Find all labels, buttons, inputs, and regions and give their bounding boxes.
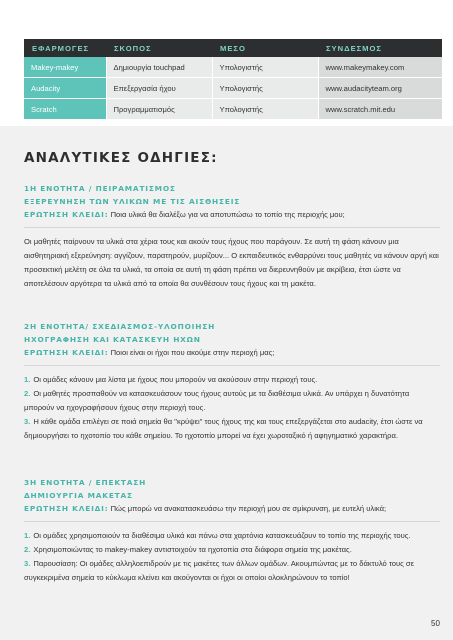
app-name: Scratch xyxy=(24,99,106,120)
key-question-text: Πώς μπορώ να ανακατασκευάσω την περιοχή μου σε σμίκρυνση, με ευτελή υλικά; xyxy=(110,504,387,513)
key-question xyxy=(24,208,440,221)
item-text: Χρησιμοποιώντας το makey-makey αντιστοιχούν τα ηχοτοπία στα διάφορα σημεία της μακέτας. xyxy=(33,545,352,554)
list-item xyxy=(24,543,440,557)
section-subheading: ΔΗΜΙΟΥΡΓΙΑ ΜΑΚΕΤΑΣ xyxy=(24,491,133,500)
table-row xyxy=(24,57,442,78)
item-number: 3. xyxy=(24,417,31,426)
list-item xyxy=(24,387,440,415)
key-question xyxy=(24,502,440,515)
key-question-label: ΕΡΩΤΗΣΗ ΚΛΕΙΔΙ: xyxy=(24,210,109,219)
list-item xyxy=(24,415,440,443)
key-question-label: ΕΡΩΤΗΣΗ ΚΛΕΙΔΙ: xyxy=(24,504,109,513)
column-header-link: ΣΥΝΔΕΣΜΟΣ xyxy=(318,39,442,57)
divider xyxy=(24,521,440,522)
app-link[interactable]: www.scratch.mit.edu xyxy=(318,99,442,120)
app-name: Audacity xyxy=(24,78,106,99)
table-row xyxy=(24,78,442,99)
list-item xyxy=(24,529,440,543)
list-item xyxy=(24,557,440,585)
section-paragraph: Οι μαθητές παίρνουν τα υλικά στα χέρια τους και ακούν τους ήχους που παράγουν. Σε αυτή τη φάση κάνουν μια αισθητηριακή εξερεύνηση: αγγίζουν, παρατηρούν, μυρίζουν... Ο εκπαιδευτικός ενθαρρύνει τους μαθητές να κάνουν αργή και προσεκτική μελέτη σε όλα τα υλικά, τα οποία σε αυτή τη φάση πρέπει να διερευνηθούν με ακρίβεια, έτσι ώστε να αποτελέσουν αργότερα τα υλικά από τα οποία θα συνθέσουν τους ήχους και τη μακέτα. xyxy=(24,237,439,288)
key-question-label: ΕΡΩΤΗΣΗ ΚΛΕΙΔΙ: xyxy=(24,348,109,357)
table-header-row xyxy=(24,39,442,57)
key-question xyxy=(24,346,440,359)
app-purpose: Δημιουργία touchpad xyxy=(106,57,212,78)
item-number: 2. xyxy=(24,545,31,554)
item-text: Οι ομάδες κάνουν μια λίστα με ήχους που μπορούν να ακούσουν στην περιοχή τους. xyxy=(33,375,318,384)
section-heading: 3Η ΕΝΟΤΗΤΑ / ΕΠΕΚΤΑΣΗ xyxy=(24,478,147,487)
divider xyxy=(24,365,440,366)
section-heading: 1Η ΕΝΟΤΗΤΑ / ΠΕΙΡΑΜΑΤΙΣΜΟΣ xyxy=(24,184,176,193)
table-row xyxy=(24,99,442,120)
item-number: 2. xyxy=(24,389,31,398)
item-text: Οι μαθητές προσπαθούν να κατασκευάσουν τους ήχους αυτούς με τα διαθέσιμα υλικά. Αν υπάρχει η δυνατότητα μπορούν να ηχογραφήσουν ήχους στην περιοχή τους. xyxy=(24,389,410,412)
app-medium: Υπολογιστής xyxy=(212,57,318,78)
section-1 xyxy=(24,182,440,291)
item-text: Οι ομάδες χρησιμοποιούν τα διαθέσιμα υλικά και πάνω στα χαρτόνια κατασκευάζουν το τοπίο της περιοχής τους. xyxy=(33,531,411,540)
section-subheading: ΕΞΕΡΕΥΝΗΣΗ ΤΩΝ ΥΛΙΚΩΝ ΜΕ ΤΙΣ ΑΙΣΘΗΣΕΙΣ xyxy=(24,197,241,206)
section-subheading: ΗΧΟΓΡΑΦΗΣΗ ΚΑΙ ΚΑΤΑΣΚΕΥΗ ΗΧΩΝ xyxy=(24,335,201,344)
app-name: Makey-makey xyxy=(24,57,106,78)
page-number: 50 xyxy=(431,619,440,628)
app-link[interactable]: www.audacityteam.org xyxy=(318,78,442,99)
app-purpose: Επεξεργασία ήχου xyxy=(106,78,212,99)
app-link[interactable]: www.makeymakey.com xyxy=(318,57,442,78)
key-question-text: Ποια υλικά θα διαλέξω για να αποτυπώσω το τοπίο της περιοχής μου; xyxy=(110,210,345,219)
column-header-applications: ΕΦΑΡΜΟΓΕΣ xyxy=(24,39,106,57)
section-3 xyxy=(24,476,440,585)
item-text: Η κάθε ομάδα επιλέγει σε ποιά σημεία θα "κρύψει" τους ήχους της και τους επεξεργάζεται στο audacity, έτσι ώστε να δημιουργήσει το ηχοτοπίο του κάθε σημείου. Το ηχοτοπίο μπορεί να έχει χωροταξικό ή αφηγηματικό χαρακτήρα. xyxy=(24,417,423,440)
app-medium: Υπολογιστής xyxy=(212,78,318,99)
app-purpose: Προγραμματισμός xyxy=(106,99,212,120)
item-number: 1. xyxy=(24,375,31,384)
item-number: 1. xyxy=(24,531,31,540)
page-title: ΑΝΑΛΥΤΙΚΕΣ ΟΔΗΓΙΕΣ: xyxy=(24,150,218,166)
key-question-text: Ποιοι είναι οι ήχοι που ακούμε στην περιοχή μας; xyxy=(110,348,275,357)
applications-table xyxy=(24,39,443,120)
column-header-medium: ΜΕΣΟ xyxy=(212,39,318,57)
app-medium: Υπολογιστής xyxy=(212,99,318,120)
item-text: Παρουσίαση: Οι ομάδες αλληλοεπιδρούν με τις μακέτες των άλλων ομάδων. Ακουμπώντας με το δάκτυλό τους σε συγκεκριμένα σημεία το κύκλωμα κλείνει και ακούγονται οι ήχοι οι οποίοι ολοκληρώνουν το τοπίο! xyxy=(24,559,414,582)
item-number: 3. xyxy=(24,559,31,568)
section-2 xyxy=(24,320,440,443)
section-heading: 2Η ΕΝΟΤΗΤΑ/ ΣΧΕΔΙΑΣΜΟΣ-ΥΛΟΠΟΙΗΣΗ xyxy=(24,322,216,331)
column-header-purpose: ΣΚΟΠΟΣ xyxy=(106,39,212,57)
divider xyxy=(24,227,440,228)
list-item xyxy=(24,373,440,387)
